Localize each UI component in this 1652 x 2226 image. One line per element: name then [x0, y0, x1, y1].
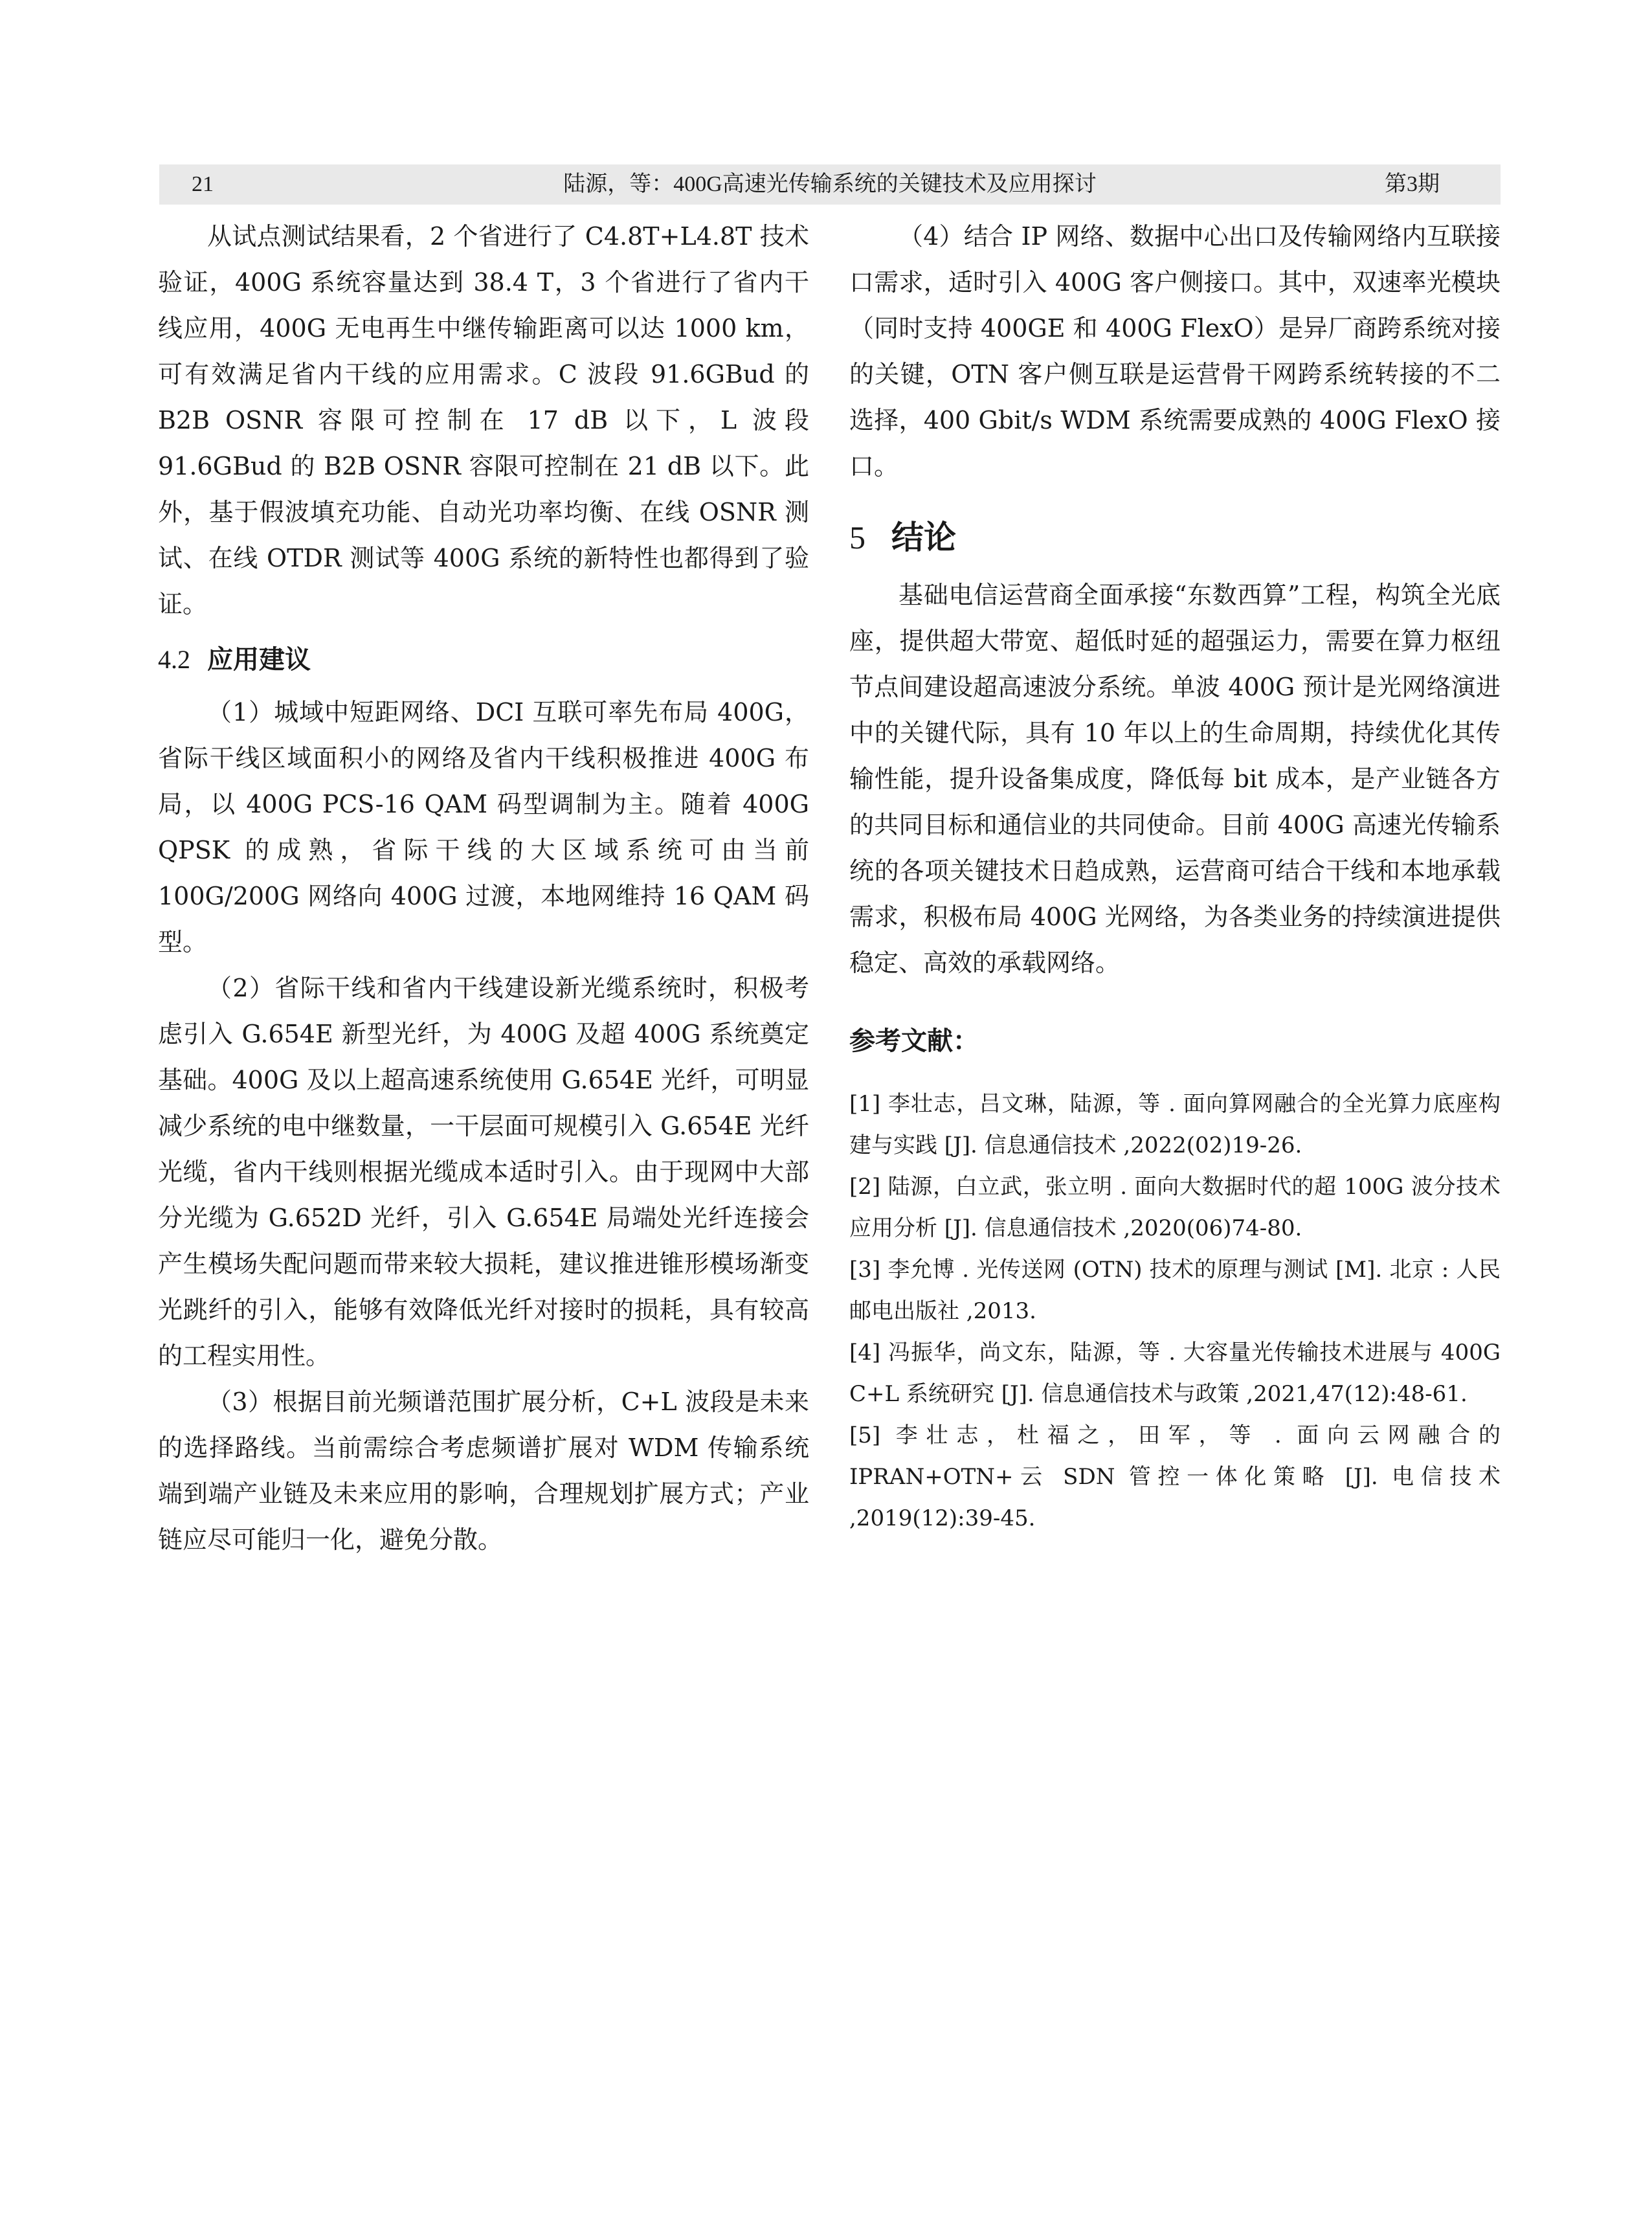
right-column: [849, 214, 1501, 1539]
paragraph-suggestion-2: （2）省际干线和省内干线建设新光缆系统时，积极考虑引入 G.654E 新型光纤，为 400G 及超 400G 系统奠定基础。400G 及以上超高速系统使用 G.654E 光纤，可明显减少系统的电中继数量，一干层面可规模引入 G.654E 光纤光缆，省内干线则根据光缆成本适时引入。由于现网中大部分光缆为 G.652D 光纤，引入 G.654E 局端处光纤连接会产生模场失配问题而带来较大损耗，建议推进锥形模场渐变光跳纤的引入，能够有效降低光纤对接时的损耗，具有较高的工程实用性。: [158, 974, 809, 1370]
section-number: 5: [849, 519, 865, 556]
subsection-number: 4.2: [158, 645, 190, 674]
reference-item: [1] 李壮志，吕文琳，陆源，等 . 面向算网融合的全光算力底座构建与实践 [J]. 信息通信技术 ,2022(02)19-26.: [849, 1091, 1501, 1158]
reference-list: [849, 1083, 1501, 1539]
running-header: [159, 164, 1501, 205]
paragraph-suggestion-4: （4）结合 IP 网络、数据中心出口及传输网络内互联接口需求，适时引入 400G 客户侧接口。其中，双速率光模块（同时支持 400GE 和 400G FlexO）是异厂商跨系统对接的关键，OTN 客户侧互联是运营骨干网跨系统转接的不二选择，400 Gbit/s WDM 系统需要成熟的 400G FlexO 接口。: [849, 222, 1501, 480]
left-column: [158, 214, 809, 1563]
issue-number: 第3期: [1385, 172, 1440, 196]
paragraph-suggestion-3: （3）根据目前光频谱范围扩展分析，C+L 波段是未来的选择路线。当前需综合考虑频谱扩展对 WDM 传输系统端到端产业链及未来应用的影响，合理规划扩展方式；产业链应尽可能归一化，避免分散。: [158, 1388, 809, 1554]
reference-item: [4] 冯振华，尚文东，陆源，等 . 大容量光传输技术进展与 400G C+L 系统研究 [J]. 信息通信技术与政策 ,2021,47(12):48-61.: [849, 1340, 1501, 1407]
paragraph-test-results: 从试点测试结果看，2 个省进行了 C4.8T+L4.8T 技术验证，400G 系统容量达到 38.4 T，3 个省进行了省内干线应用，400G 无电再生中继传输距离可以达 1000 km，可有效满足省内干线的应用需求。C 波段 91.6GBud 的 B2B OSNR 容限可控制在 17 dB 以下，L 波段 91.6GBud 的 B2B OSNR 容限可控制在 21 dB 以下。此外，基于假波填充功能、自动光功率均衡、在线 OSNR 测试、在线 OTDR 测试等 400G 系统的新特性也都得到了验证。: [158, 222, 809, 618]
reference-item: [5] 李壮志，杜福之，田军，等 . 面向云网融合的 IPRAN+OTN+云 SDN 管控一体化策略 [J]. 电信技术 ,2019(12):39-45.: [849, 1422, 1501, 1531]
section-heading-conclusion: [849, 512, 1501, 563]
running-title: 陆源，等：400G高速光传输系统的关键技术及应用探讨: [563, 172, 1097, 196]
page-number: 21: [192, 172, 214, 196]
paragraph-suggestion-1: （1）城域中短距网络、DCI 互联可率先布局 400G，省际干线区域面积小的网络及省内干线积极推进 400G 布局，以 400G PCS-16 QAM 码型调制为主。随着 400G QPSK 的成熟，省际干线的大区域系统可由当前 100G/200G 网络向 400G 过渡，本地网维持 16 QAM 码型。: [158, 698, 809, 956]
references-heading: 参考文献：: [849, 1026, 979, 1056]
subsection-heading-4-2: [158, 635, 809, 684]
paragraph-conclusion: 基础电信运营商全面承接“东数西算”工程，构筑全光底座，提供超大带宽、超低时延的超强运力，需要在算力枢纽节点间建设超高速波分系统。单波 400G 预计是光网络演进中的关键代际，具有 10 年以上的生命周期，持续优化其传输性能，提升设备集成度，降低每 bit 成本，是产业链各方的共同目标和通信业的共同使命。目前 400G 高速光传输系统的各项关键技术日趋成熟，运营商可结合干线和本地承载需求，积极布局 400G 光网络，为各类业务的持续演进提供稳定、高效的承载网络。: [849, 581, 1501, 977]
reference-item: [2] 陆源，白立武，张立明 . 面向大数据时代的超 100G 波分技术应用分析 [J]. 信息通信技术 ,2020(06)74-80.: [849, 1174, 1501, 1241]
reference-item: [3] 李允博 . 光传送网 (OTN) 技术的原理与测试 [M]. 北京 : 人民邮电出版社 ,2013.: [849, 1257, 1501, 1324]
subsection-title: 应用建议: [207, 645, 311, 675]
section-title: 结论: [891, 519, 956, 556]
